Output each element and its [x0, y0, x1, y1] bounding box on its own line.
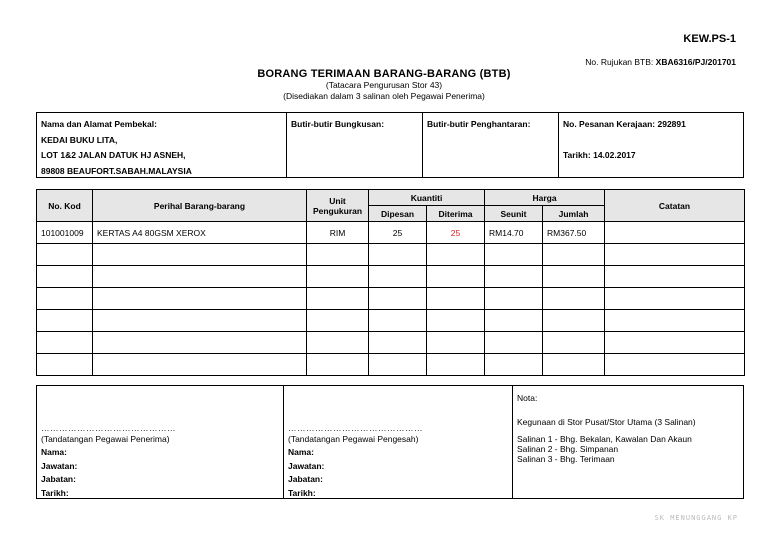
cell-empty[interactable]: [369, 266, 427, 288]
cell-unit-price[interactable]: RM14.70: [485, 222, 543, 244]
approver-date-field[interactable]: Tarikh:: [288, 487, 316, 498]
package-details[interactable]: [287, 113, 423, 177]
cell-ordered[interactable]: 25: [369, 222, 427, 244]
cell-empty[interactable]: [307, 310, 369, 332]
cell-empty[interactable]: [93, 288, 307, 310]
cell-empty[interactable]: [307, 354, 369, 376]
approver-fields: [288, 446, 324, 500]
cell-description[interactable]: KERTAS A4 80GSM XEROX: [93, 222, 307, 244]
reference-label: No. Rujukan BTB:: [585, 57, 654, 67]
signature-line: ………………………………………: [288, 423, 423, 433]
cell-empty[interactable]: [37, 310, 93, 332]
form-code: KEW.PS-1: [683, 33, 736, 45]
cell-empty[interactable]: [605, 354, 745, 376]
cell-empty[interactable]: [543, 310, 605, 332]
receiver-date-field[interactable]: Tarikh:: [41, 487, 69, 498]
cell-empty[interactable]: [307, 288, 369, 310]
order-date-label: Tarikh:: [563, 150, 591, 160]
cell-empty[interactable]: [37, 288, 93, 310]
table-row: [37, 266, 745, 288]
cell-empty[interactable]: [427, 310, 485, 332]
cell-empty[interactable]: [93, 310, 307, 332]
order-label: No. Pesanan Kerajaan:: [563, 119, 656, 129]
cell-empty[interactable]: [427, 244, 485, 266]
reference-number: [585, 57, 736, 67]
cell-empty[interactable]: [485, 288, 543, 310]
supplier-name[interactable]: KEDAI BUKU LITA,: [41, 134, 118, 145]
cell-empty[interactable]: [37, 266, 93, 288]
items-table: [36, 189, 745, 376]
nota-section: [513, 386, 743, 498]
supplier-label: Nama dan Alamat Pembekal:: [41, 119, 157, 129]
cell-empty[interactable]: [605, 244, 745, 266]
header-total: Jumlah: [543, 206, 605, 222]
cell-empty[interactable]: [485, 244, 543, 266]
approver-signature[interactable]: [284, 386, 513, 498]
cell-empty[interactable]: [427, 332, 485, 354]
cell-empty[interactable]: [543, 288, 605, 310]
nota-copy-2: Salinan 2 - Bhg. Simpanan: [517, 444, 619, 454]
cell-empty[interactable]: [369, 310, 427, 332]
supplier-section: [36, 112, 744, 178]
cell-empty[interactable]: [605, 332, 745, 354]
receiver-signature[interactable]: [37, 386, 284, 498]
header-quantity: Kuantiti: [369, 190, 485, 206]
cell-empty[interactable]: [485, 354, 543, 376]
receiver-fields: [41, 446, 77, 500]
header-ordered: Dipesan: [369, 206, 427, 222]
table-row: [37, 222, 745, 244]
cell-empty[interactable]: [369, 288, 427, 310]
nota-label: Nota:: [517, 393, 538, 403]
cell-empty[interactable]: [605, 288, 745, 310]
table-row: [37, 244, 745, 266]
cell-code[interactable]: 101001009: [37, 222, 93, 244]
form-title: BORANG TERIMAAN BARANG-BARANG (BTB): [257, 68, 511, 80]
form-subtitle-2: (Disediakan dalam 3 salinan oleh Pegawai Penerima): [283, 91, 485, 101]
cell-empty[interactable]: [543, 354, 605, 376]
approver-department-field[interactable]: Jabatan:: [288, 474, 323, 484]
cell-notes[interactable]: [605, 222, 745, 244]
cell-unit[interactable]: RIM: [307, 222, 369, 244]
cell-total[interactable]: RM367.50: [543, 222, 605, 244]
cell-empty[interactable]: [605, 310, 745, 332]
delivery-label: Butir-butir Penghantaran:: [427, 119, 531, 129]
receiver-position-field[interactable]: Jawatan:: [41, 460, 78, 471]
receiver-signature-label: (Tandatangan Pegawai Penerima): [41, 434, 170, 444]
table-row: [37, 332, 745, 354]
cell-empty[interactable]: [307, 332, 369, 354]
cell-empty[interactable]: [543, 332, 605, 354]
cell-empty[interactable]: [369, 244, 427, 266]
cell-empty[interactable]: [93, 354, 307, 376]
header-code: No. Kod: [37, 190, 93, 222]
cell-received[interactable]: 25: [427, 222, 485, 244]
cell-empty[interactable]: [543, 266, 605, 288]
nota-copy-3: Salinan 3 - Bhg. Terimaan: [517, 454, 615, 464]
cell-empty[interactable]: [427, 288, 485, 310]
cell-empty[interactable]: [93, 266, 307, 288]
cell-empty[interactable]: [369, 354, 427, 376]
table-row: [37, 288, 745, 310]
cell-empty[interactable]: [605, 266, 745, 288]
title-block: [0, 68, 768, 102]
supplier-details: [37, 113, 287, 177]
nota-copy-1: Salinan 1 - Bhg. Bekalan, Kawalan Dan Akaun: [517, 434, 692, 444]
reference-value[interactable]: XBA6316/PJ/201701: [655, 57, 736, 67]
cell-empty[interactable]: [93, 244, 307, 266]
header-unit-price: Seunit: [485, 206, 543, 222]
cell-empty[interactable]: [485, 266, 543, 288]
header-unit: Unit Pengukuran: [307, 190, 369, 222]
approver-signature-label: (Tandatangan Pegawai Pengesah): [288, 434, 419, 444]
signature-line: ………………………………………: [41, 423, 176, 433]
form-subtitle: (Tatacara Pengurusan Stor 43): [325, 80, 443, 90]
header-received: Diterima: [427, 206, 485, 222]
delivery-details[interactable]: [423, 113, 559, 177]
cell-empty[interactable]: [427, 266, 485, 288]
receiver-department-field[interactable]: Jabatan:: [41, 474, 76, 484]
header-description: Perihal Barang-barang: [93, 190, 307, 222]
approver-name-field[interactable]: Nama:: [288, 447, 314, 457]
receiver-name-field[interactable]: Nama:: [41, 447, 67, 457]
cell-empty[interactable]: [485, 310, 543, 332]
header-price: Harga: [485, 190, 605, 206]
nota-text: [517, 392, 696, 464]
order-date-value: 14.02.2017: [593, 150, 636, 160]
cell-empty[interactable]: [485, 332, 543, 354]
cell-empty[interactable]: [93, 332, 307, 354]
header-notes: Catatan: [605, 190, 745, 222]
table-row: [37, 310, 745, 332]
school-watermark: SK MENUNGGANG KP: [654, 514, 738, 522]
cell-empty[interactable]: [307, 266, 369, 288]
cell-empty[interactable]: [37, 354, 93, 376]
order-date[interactable]: [563, 148, 739, 164]
supplier-address-1[interactable]: LOT 1&2 JALAN DATUK HJ ASNEH,: [41, 150, 186, 160]
package-label: Butir-butir Bungkusan:: [291, 119, 385, 129]
order-number[interactable]: [563, 117, 739, 133]
cell-empty[interactable]: [543, 244, 605, 266]
order-details: [559, 113, 743, 177]
supplier-address-2[interactable]: 89808 BEAUFORT.SABAH.MALAYSIA: [41, 165, 192, 176]
nota-usage: Kegunaan di Stor Pusat/Stor Utama (3 Salinan): [517, 417, 696, 427]
table-row: [37, 354, 745, 376]
cell-empty[interactable]: [307, 244, 369, 266]
cell-empty[interactable]: [369, 332, 427, 354]
approver-position-field[interactable]: Jawatan:: [288, 460, 325, 471]
cell-empty[interactable]: [427, 354, 485, 376]
signature-section: [36, 385, 744, 499]
order-value: 292891: [657, 119, 686, 129]
cell-empty[interactable]: [37, 332, 93, 354]
cell-empty[interactable]: [37, 244, 93, 266]
